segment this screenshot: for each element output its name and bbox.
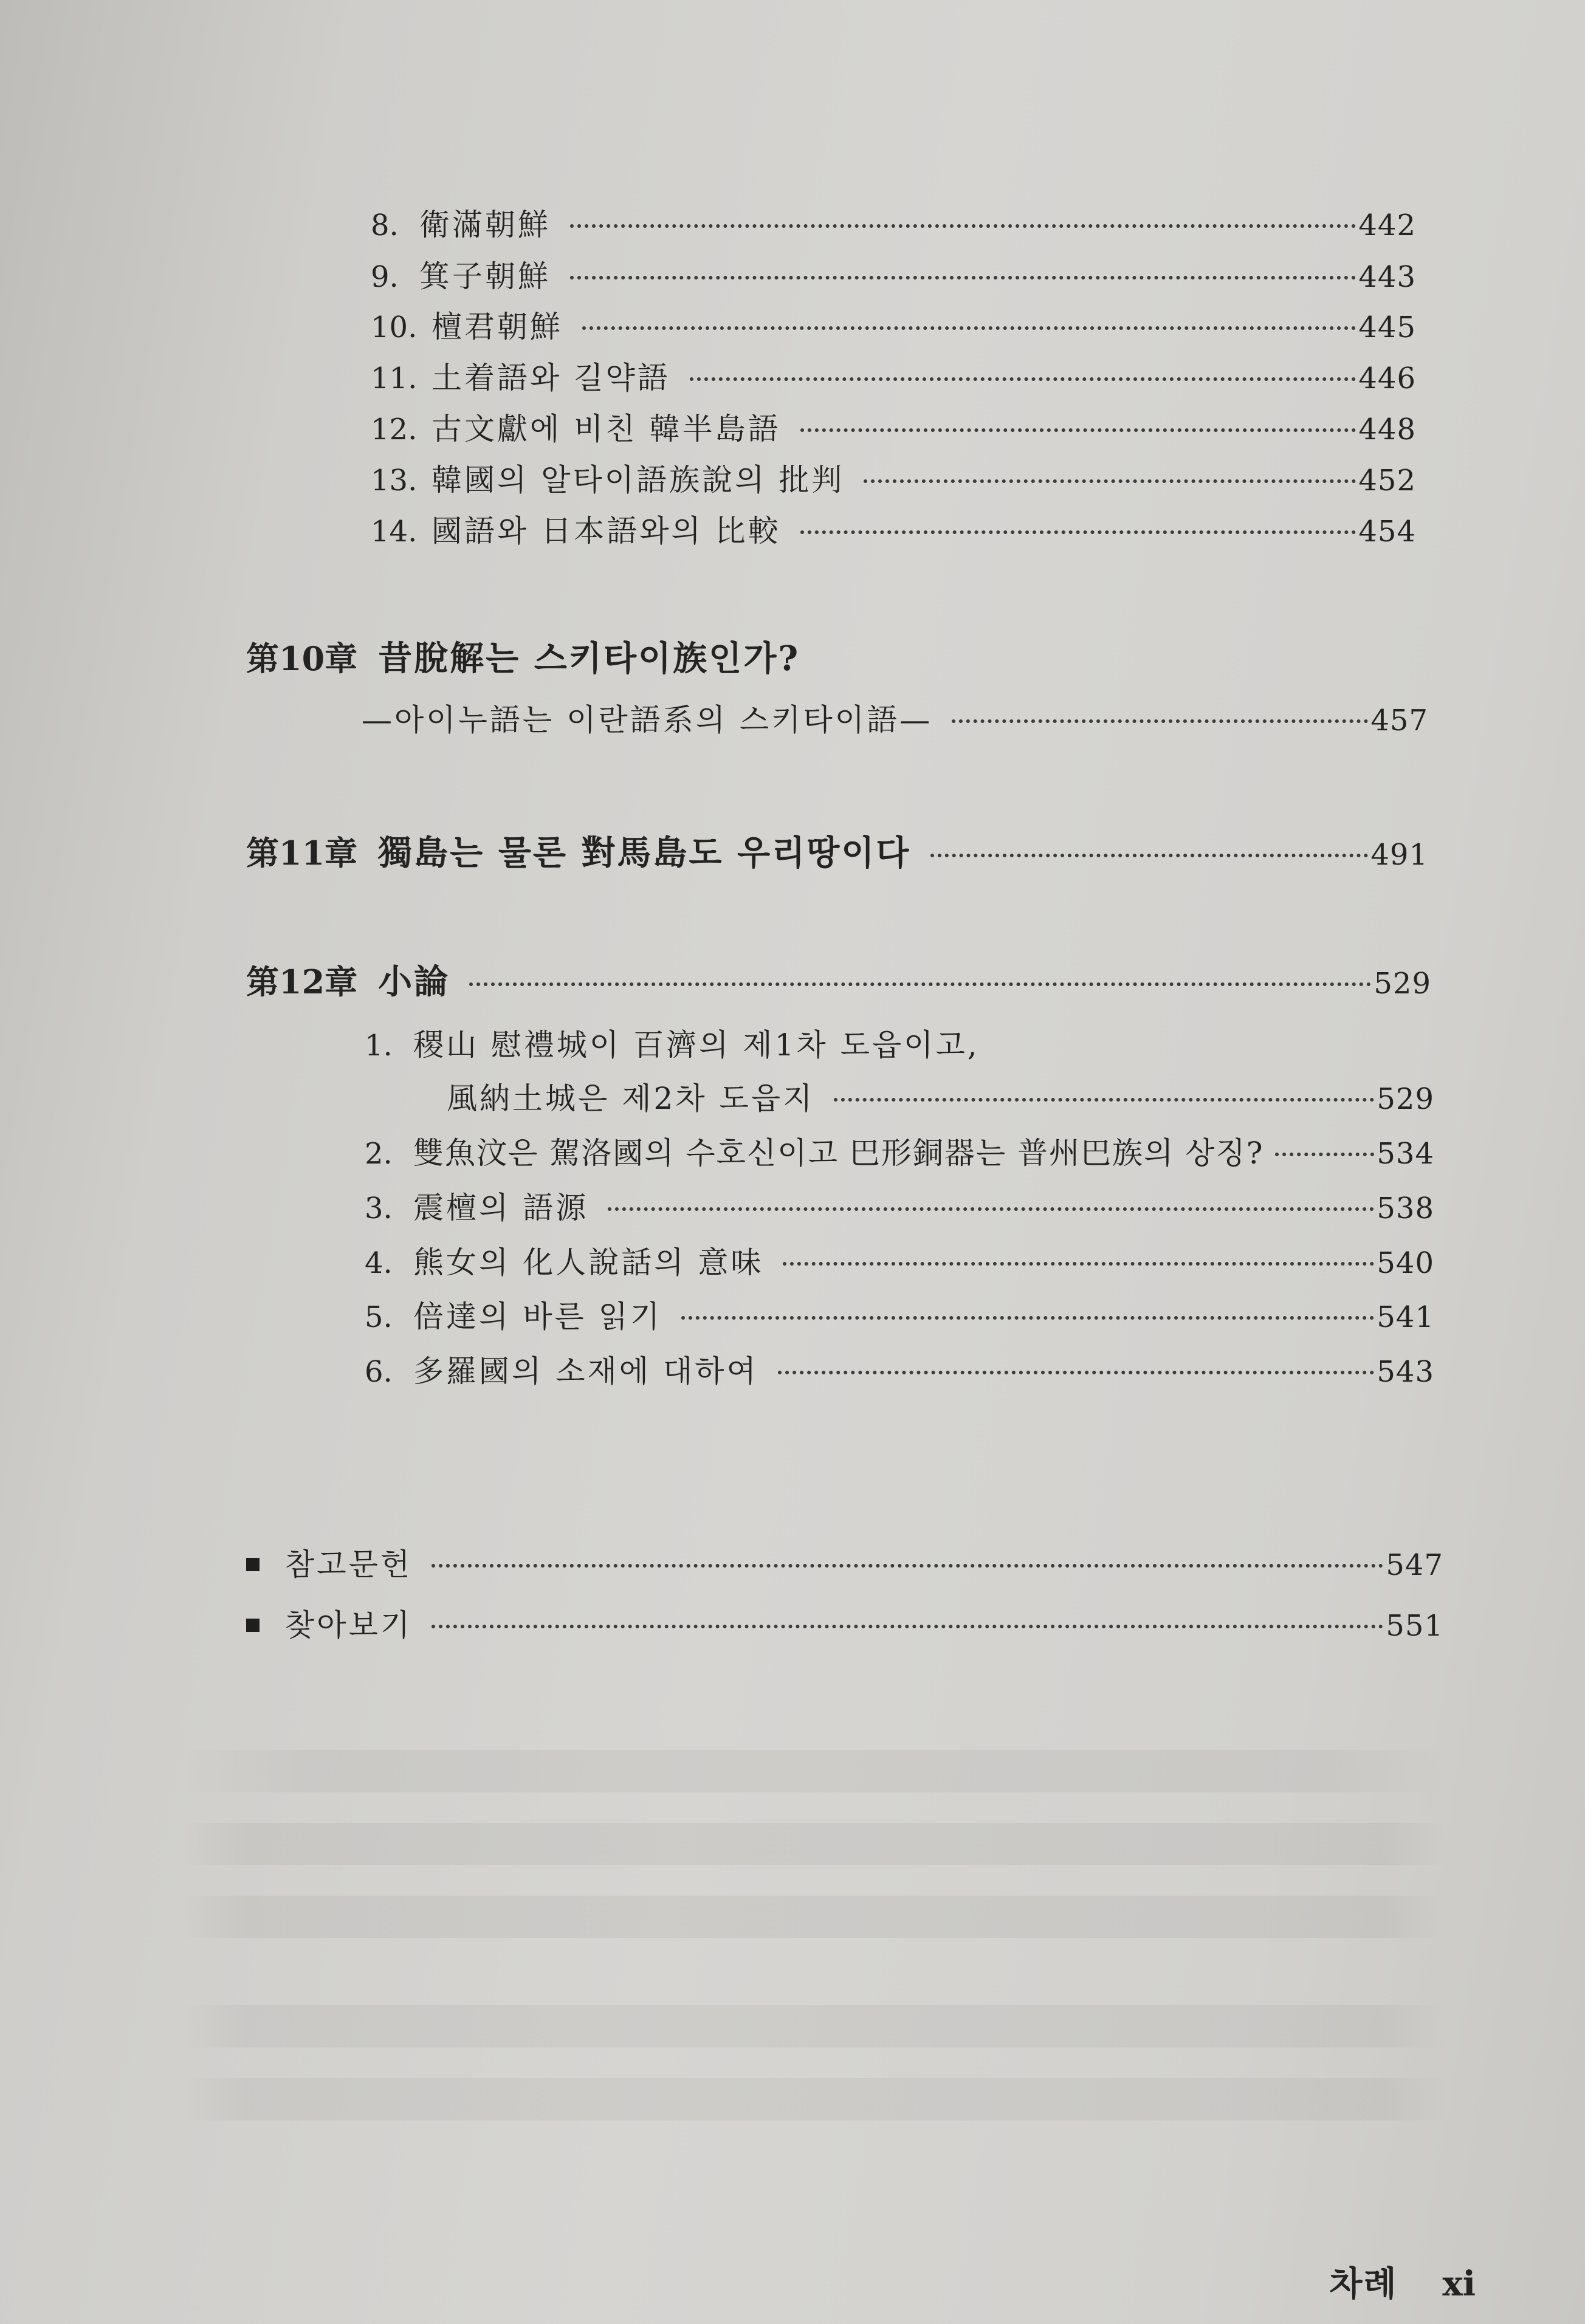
leader-dots [608,1207,1374,1211]
item-number: 4. [365,1246,393,1280]
item-number: 10. [371,310,418,344]
leader-dots [800,530,1356,534]
page-number: 446 [1358,362,1416,396]
leader-dots [778,1371,1374,1374]
chapter-subtitle: —아이누語는 이란語系의 스키타이語— [362,702,933,738]
toc-item-11 [371,354,1416,397]
page-number: 538 [1377,1191,1434,1225]
page-number: 491 [1370,838,1428,872]
leader-dots [582,326,1356,330]
item-title: 雙魚汶은 駕洛國의 수호신이고 巴形銅器는 普州巴族의 상징? [413,1136,1264,1171]
item-title-continued: 風納土城은 제2차 도읍지 [447,1081,815,1116]
chapter-title: 昔脫解는 스키타이族인가? [378,639,800,679]
bleed-through-line [182,1750,1445,1792]
item-number: 11. [371,362,418,396]
toc-item-12-3 [365,1184,1434,1227]
toc-item-12-6 [365,1347,1434,1391]
page-number: 529 [1377,1082,1434,1116]
item-number: 12. [371,413,418,447]
item-title: 熊女의 化人說話의 意味 [413,1245,764,1280]
appendix-references [246,1540,1443,1584]
leader-dots [431,1625,1383,1628]
page-number: 443 [1358,260,1416,294]
item-title: 韓國의 알타이語族說의 批判 [431,462,845,498]
leader-dots [1275,1153,1375,1156]
leader-dots [952,719,1368,723]
item-title: 震檀의 語源 [413,1190,589,1225]
item-title: 衛滿朝鮮 [419,207,551,242]
item-number: 3. [365,1191,393,1225]
toc-item-9 [371,252,1416,296]
page-number: 442 [1358,208,1416,242]
square-bullet-icon [246,1619,260,1632]
item-title: 箕子朝鮮 [419,259,551,294]
chapter-label: 第12章 [246,962,358,1001]
item-number: 9. [371,260,399,294]
item-number: 2. [365,1137,393,1171]
page-number: 457 [1370,704,1428,738]
chapter-title: 獨島는 물론 對馬島도 우리땅이다 [378,833,911,873]
item-number: 6. [365,1355,393,1389]
page-number: 454 [1358,515,1416,549]
page-number: 543 [1377,1355,1434,1389]
toc-item-12-4 [365,1238,1434,1282]
square-bullet-icon [246,1558,260,1571]
item-title: 古文獻에 비친 韓半島語 [431,411,781,447]
page-number: 529 [1374,967,1431,1001]
appendix-index [246,1601,1443,1645]
chapter-label: 第11章 [246,834,358,872]
item-title: 稷山 慰禮城이 百濟의 제1차 도읍이고, [413,1027,980,1063]
leader-dots [690,377,1356,381]
page-number: 452 [1358,464,1416,498]
item-number: 13. [371,464,418,498]
footer-page-number: xi [1442,2264,1476,2304]
bleed-through-line [182,1823,1445,1865]
bleed-through-line [182,1896,1445,1938]
item-title: 國語와 日本語와의 比較 [431,513,781,549]
chapter-10-heading [246,632,1416,680]
item-number: 8. [371,208,399,242]
page-number: 540 [1377,1246,1434,1280]
leader-dots [783,1262,1374,1266]
leader-dots [864,479,1356,483]
bleed-through-line [182,2078,1445,2120]
page-number: 534 [1377,1137,1434,1171]
appendix-title: 참고문헌 [285,1547,413,1582]
leader-dots [834,1098,1374,1102]
item-number: 5. [365,1300,393,1334]
toc-item-12-2 [365,1129,1434,1173]
chapter-title: 小論 [378,962,450,1002]
leader-dots [800,428,1356,432]
page-number: 547 [1386,1548,1443,1582]
bleed-through-line [182,2005,1445,2048]
page-number: 551 [1386,1609,1443,1643]
leader-dots [930,854,1369,857]
item-number: 14. [371,515,418,549]
item-title: 多羅國의 소재에 대하여 [413,1354,758,1389]
page-footer [1329,2257,1476,2306]
chapter-10-subtitle [362,696,1428,739]
toc-item-12-1 [365,1021,1434,1064]
toc-item-12 [371,405,1416,448]
item-title: 檀君朝鮮 [431,309,563,344]
toc-item-10 [371,303,1416,346]
chapter-label: 第10章 [246,639,358,678]
page-number: 445 [1358,310,1416,344]
toc-item-14 [371,507,1416,550]
toc-item-12-5 [365,1292,1434,1336]
leader-dots [570,276,1356,279]
item-title: 倍達의 바른 읽기 [413,1299,662,1334]
leader-dots [469,982,1371,986]
leader-dots [681,1316,1374,1320]
page-number: 541 [1377,1300,1434,1334]
item-number: 1. [365,1029,393,1063]
footer-label: 차례 [1329,2264,1398,2304]
item-title: 土着語와 길약語 [431,360,670,396]
appendix-title: 찾아보기 [285,1608,413,1643]
toc-item-8 [371,201,1416,244]
page-number: 448 [1358,413,1416,447]
toc-item-13 [371,456,1416,499]
leader-dots [570,224,1356,228]
toc-item-12-1-continued [447,1074,1434,1118]
chapter-11-heading [246,826,1428,875]
leader-dots [431,1564,1383,1568]
chapter-12-heading [246,955,1431,1004]
